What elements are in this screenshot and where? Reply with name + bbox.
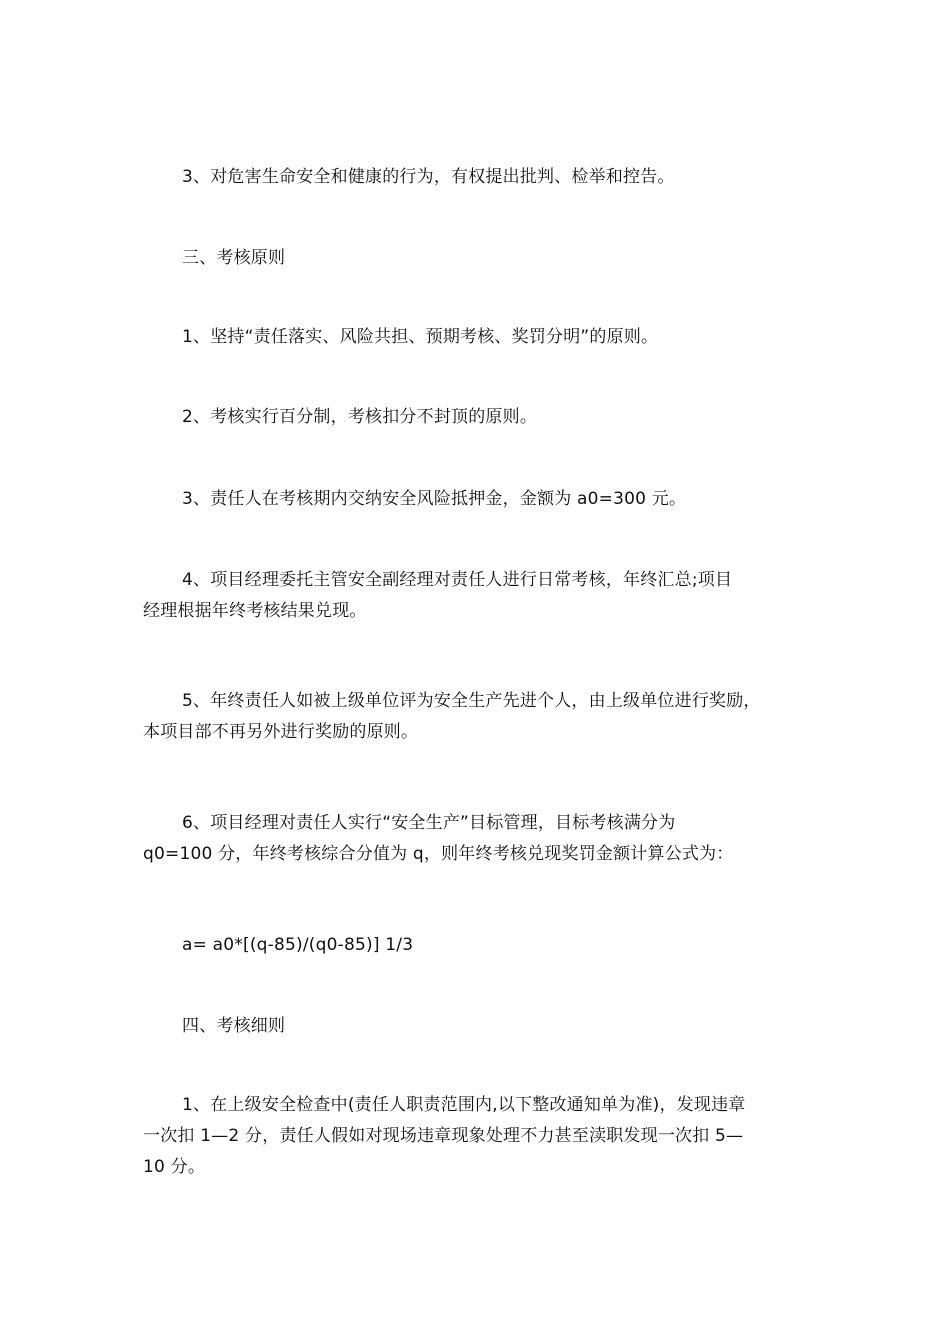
paragraph-principle-4 <box>143 565 843 627</box>
paragraph-principle-1 <box>143 322 843 353</box>
section-heading-assessment-principles <box>143 243 843 274</box>
text-line: 4、项目经理委托主管安全副经理对责任人进行日常考核，年终汇总;项目 <box>182 570 733 590</box>
text-line: 1、坚持“责任落实、风险共担、预期考核、奖罚分明”的原则。 <box>182 327 659 347</box>
text-line: 5、年终责任人如被上级单位评为安全生产先进个人，由上级单位进行奖励， <box>182 691 761 711</box>
paragraph-principle-5 <box>143 686 843 748</box>
text-line: 1、在上级安全检查中(责任人职责范围内,以下整改通知单为准)，发现违章 <box>182 1095 746 1115</box>
text-line: 四、考核细则 <box>182 1016 286 1036</box>
text-line: 6、项目经理对责任人实行“安全生产”目标管理，目标考核满分为 <box>182 813 676 833</box>
text-line: 3、责任人在考核期内交纳安全风险抵押金，金额为 a0=300 元。 <box>182 489 687 509</box>
text-line: 三、考核原则 <box>182 248 286 268</box>
paragraph-principle-3 <box>143 484 843 515</box>
text-line: 2、考核实行百分制，考核扣分不封顶的原则。 <box>182 407 538 427</box>
text-line: 经理根据年终考核结果兑现。 <box>143 601 367 621</box>
paragraph-rule-1 <box>143 1090 843 1183</box>
section-heading-assessment-rules <box>143 1011 843 1042</box>
formula <box>143 930 843 961</box>
text-line: 本项目部不再另外进行奖励的原则。 <box>143 722 419 742</box>
text-line: a= a0*[(q-85)/(q0-85)] 1/3 <box>182 935 414 955</box>
paragraph-right-3 <box>143 162 843 193</box>
text-line: 3、对危害生命安全和健康的行为，有权提出批判、检举和控告。 <box>182 167 675 187</box>
text-line: 10 分。 <box>143 1157 206 1177</box>
paragraph-principle-2 <box>143 402 843 433</box>
text-line: 一次扣 1—2 分，责任人假如对现场违章现象处理不力甚至渎职发现一次扣 5— <box>143 1126 744 1146</box>
paragraph-principle-6 <box>143 808 843 870</box>
text-line: q0=100 分，年终考核综合分值为 q，则年终考核兑现奖罚金额计算公式为： <box>143 844 734 864</box>
